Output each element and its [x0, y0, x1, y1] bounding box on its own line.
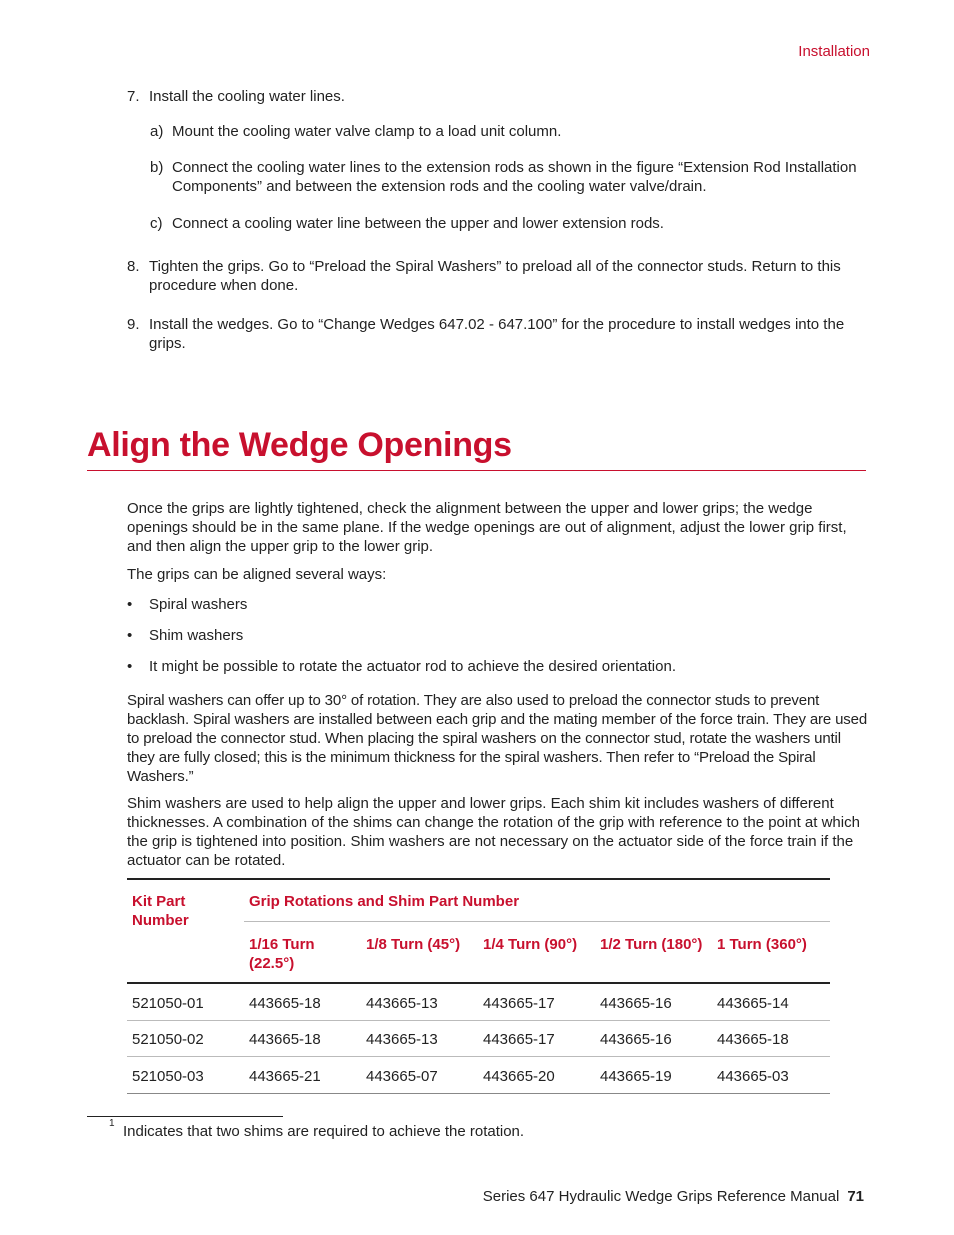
column-header: 1/8 Turn (45°) [366, 936, 461, 953]
column-header: 1/2 Turn (180°) [600, 936, 703, 953]
step-number: 7. [127, 88, 140, 105]
table-cell: 521050-01 [132, 995, 204, 1012]
grip-rotations-header: Grip Rotations and Shim Part Number [249, 893, 520, 910]
substep-c [150, 214, 868, 233]
table-cell: 443665-16 [600, 1031, 672, 1048]
step-8 [127, 257, 867, 295]
column-header: 1/16 Turn (22.5°) [249, 936, 315, 972]
substep-text: Connect the cooling water lines to the extension rods as shown in the figure “Extension Rod Installation Components” and between the extension rods and the cooling water valve/drain. [172, 159, 857, 195]
column-header: 1 Turn (360°) [717, 936, 807, 953]
step-number: 9. [127, 316, 140, 333]
substep-letter: b) [150, 159, 164, 176]
substep-letter: a) [150, 123, 164, 140]
table-cell: 521050-03 [132, 1068, 204, 1085]
step-number: 8. [127, 258, 140, 275]
table-cell: 443665-19 [600, 1068, 672, 1085]
table-cell: 443665-13 [366, 995, 438, 1012]
step-text: Install the wedges. Go to “Change Wedges 647.02 - 647.100” for the procedure to install wedges into the grips. [149, 316, 845, 352]
table-top-rule [127, 878, 830, 880]
row-divider [127, 1056, 830, 1057]
bullet-item [127, 595, 869, 614]
intro-paragraph: Once the grips are lightly tightened, check the alignment between the upper and lower grips; the wedge openings should be in the same plane. If the wedge openings are out of alignment, adjust the lower grip first, and then align the upper grip to the lower grip. [127, 500, 847, 555]
kit-part-number-header: Kit Part Number [132, 893, 189, 929]
row-divider [127, 1020, 830, 1021]
substep-letter: c) [150, 215, 163, 232]
substep-b [150, 158, 868, 196]
table-header-rule [127, 982, 830, 984]
section-title: Align the Wedge Openings [87, 426, 512, 464]
shim-paragraph: Shim washers are used to help align the upper and lower grips. Each shim kit includes washers of different thicknesses. A combination of the shims can change the rotation of the grip with reference to the point at which the grip is tightened into position. Shim washers are not necessary on the actuator side of the force train if the actuator can be rotated. [127, 795, 860, 869]
table-cell: 443665-18 [717, 1031, 789, 1048]
ways-paragraph: The grips can be aligned several ways: [127, 566, 387, 583]
table-cell: 443665-13 [366, 1031, 438, 1048]
step-7 [127, 87, 867, 106]
footnote-text: Indicates that two shims are required to achieve the rotation. [123, 1123, 525, 1140]
step-9 [127, 315, 867, 353]
table-cell: 521050-02 [132, 1031, 204, 1048]
spiral-paragraph: Spiral washers can offer up to 30° of rotation. They are also used to preload the connector studs to prevent backlash. Spiral washers are installed between each grip and the mating member of the force train. They are used to preload the connector stud. When placing the spiral washers on the connector stud, rotate the washers until they are fully closed; this is the minimum thickness for the spiral washers. Then refer to “Preload the Spiral Washers.” [127, 692, 868, 785]
table-bottom-rule [127, 1093, 830, 1094]
bullet-text: Spiral washers [149, 596, 248, 613]
running-header: Installation [798, 43, 870, 60]
page-footer [483, 1188, 864, 1205]
group-header-rule [244, 921, 830, 922]
footnote-mark: 1 [109, 1118, 115, 1129]
table-cell: 443665-03 [717, 1068, 789, 1085]
table-cell: 443665-18 [249, 995, 321, 1012]
bullet-text: Shim washers [149, 627, 244, 644]
step-text: Tighten the grips. Go to “Preload the Spiral Washers” to preload all of the connector studs. Return to this procedure when done. [149, 258, 841, 294]
footnote-rule [87, 1116, 283, 1117]
table-cell: 443665-16 [600, 995, 672, 1012]
step-text: Install the cooling water lines. [149, 88, 345, 105]
page-number: 71 [847, 1188, 864, 1205]
bullet-item [127, 626, 869, 645]
column-header: 1/4 Turn (90°) [483, 936, 578, 953]
table-cell: 443665-14 [717, 995, 789, 1012]
table-cell: 443665-17 [483, 995, 555, 1012]
manual-title: Series 647 Hydraulic Wedge Grips Reference Manual [482, 1188, 840, 1205]
bullet-dot: • [127, 627, 133, 644]
bullet-item [127, 657, 869, 676]
table-cell: 443665-21 [249, 1068, 321, 1085]
table-cell: 443665-18 [249, 1031, 321, 1048]
substep-a [150, 122, 868, 141]
bullet-dot: • [127, 596, 133, 613]
substep-text: Mount the cooling water valve clamp to a load unit column. [172, 123, 562, 140]
table-cell: 443665-17 [483, 1031, 555, 1048]
bullet-dot: • [127, 658, 133, 675]
section-title-rule [87, 470, 866, 471]
bullet-text: It might be possible to rotate the actuator rod to achieve the desired orientation. [149, 658, 676, 675]
table-cell: 443665-07 [366, 1068, 438, 1085]
substep-text: Connect a cooling water line between the upper and lower extension rods. [172, 215, 664, 232]
table-cell: 443665-20 [483, 1068, 555, 1085]
